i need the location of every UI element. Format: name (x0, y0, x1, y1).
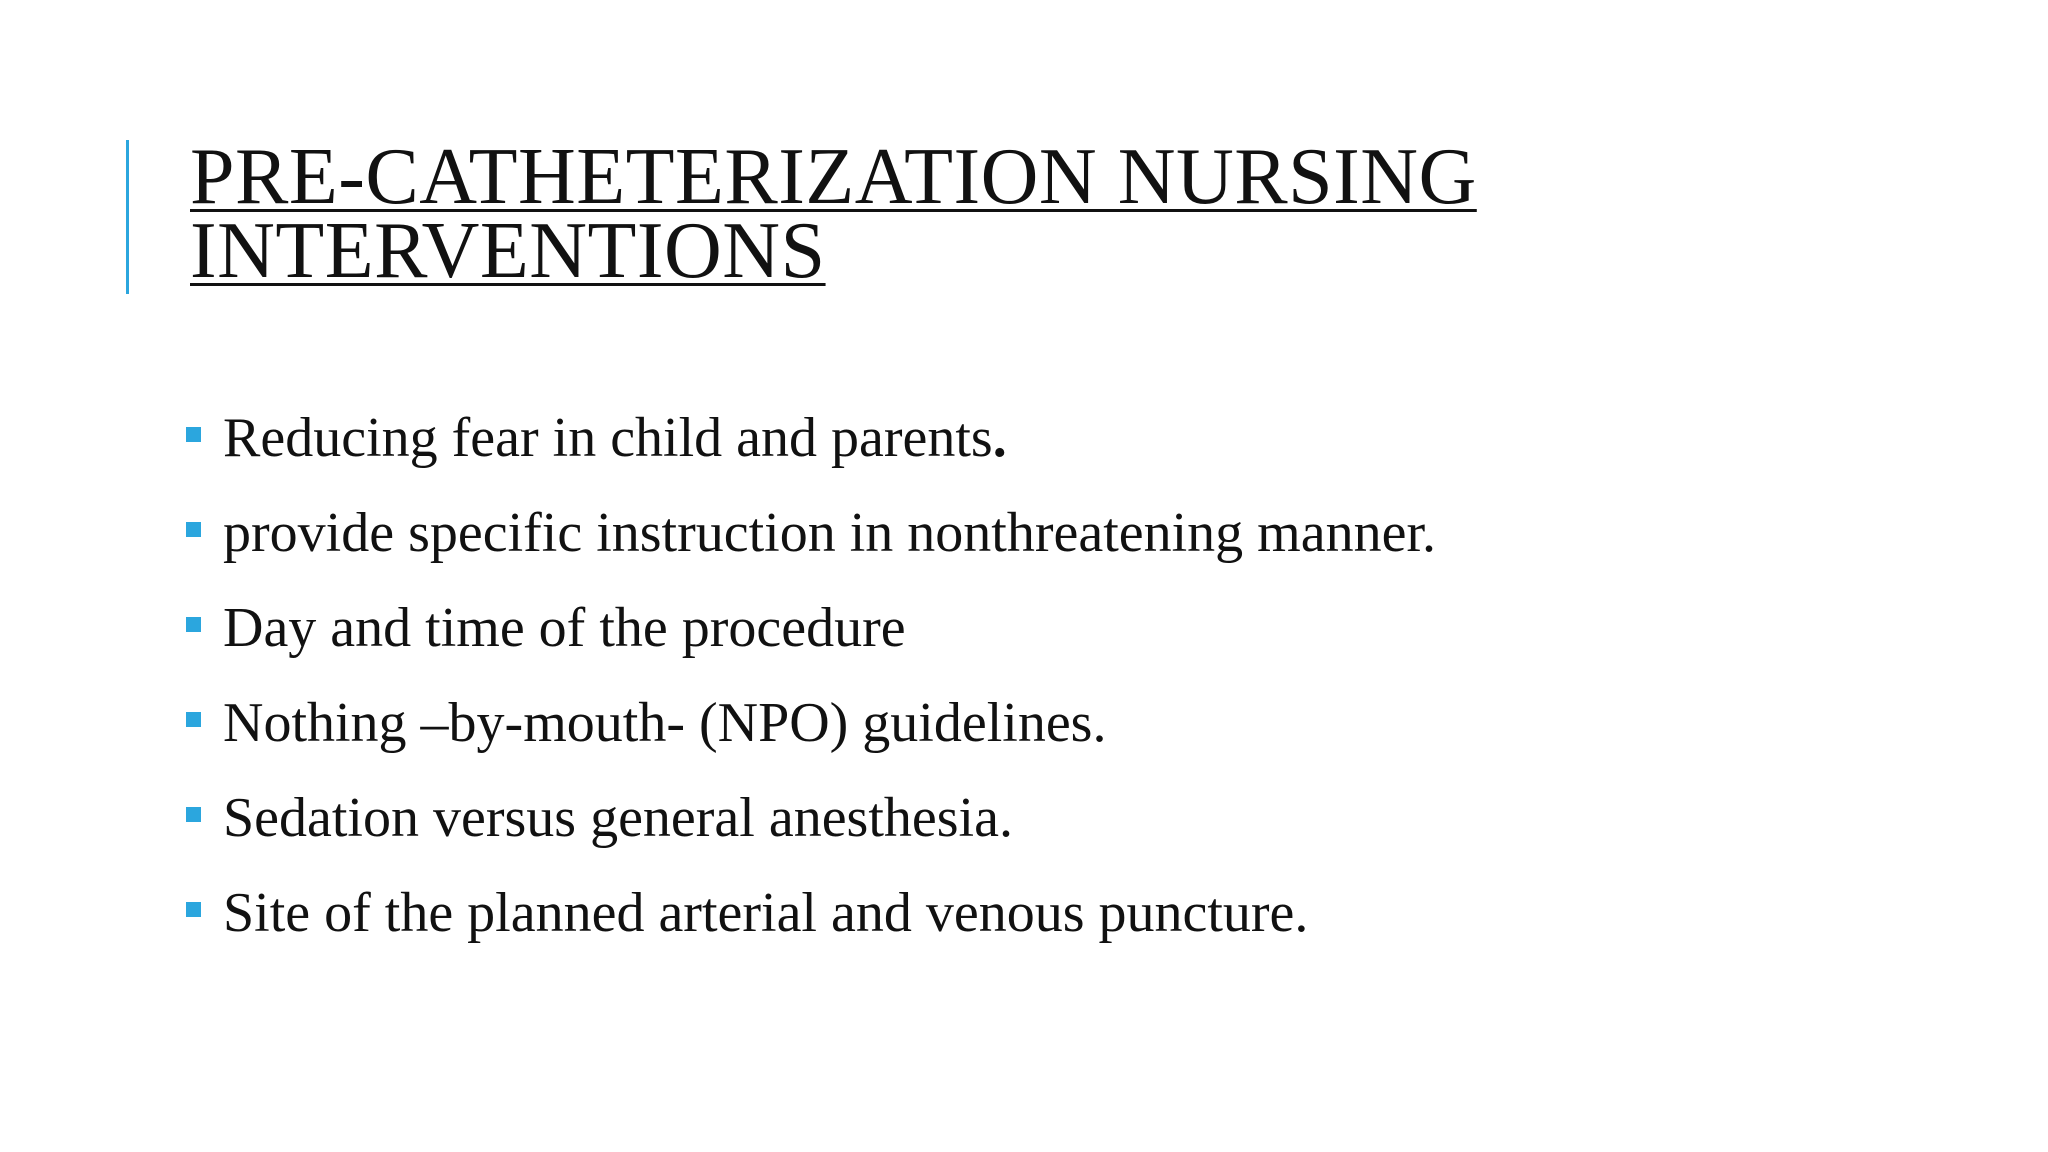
bullet-item-specific-instruction (186, 485, 1436, 580)
square-bullet-icon (186, 427, 201, 442)
bullet-item-sedation (186, 770, 1436, 865)
slide-title (190, 133, 1477, 295)
bullet-text: provide specific instruction in nonthreatening manner. (223, 501, 1436, 564)
bullet-text: Site of the planned arterial and venous puncture. (223, 881, 1309, 944)
bullet-text: Sedation versus general anesthesia. (223, 786, 1013, 849)
bullet-text: Nothing –by-mouth- (NPO) guidelines. (223, 691, 1107, 754)
square-bullet-icon (186, 522, 201, 537)
title-accent-bar (126, 140, 129, 294)
slide-title-line-1: PRE-CATHETERIZATION NURSING (190, 133, 1477, 221)
square-bullet-icon (186, 617, 201, 632)
bullet-item-day-and-time (186, 580, 1436, 675)
square-bullet-icon (186, 902, 201, 917)
bullet-list (186, 390, 1436, 960)
bullet-text: Day and time of the procedure (223, 596, 906, 659)
bullet-item-reducing-fear (186, 390, 1436, 485)
bullet-item-npo-guidelines (186, 675, 1436, 770)
bullet-text: Reducing fear in child and parents. (223, 406, 1007, 469)
square-bullet-icon (186, 807, 201, 822)
slide-title-line-2: INTERVENTIONS (190, 207, 826, 295)
square-bullet-icon (186, 712, 201, 727)
bullet-item-puncture-site (186, 865, 1436, 960)
